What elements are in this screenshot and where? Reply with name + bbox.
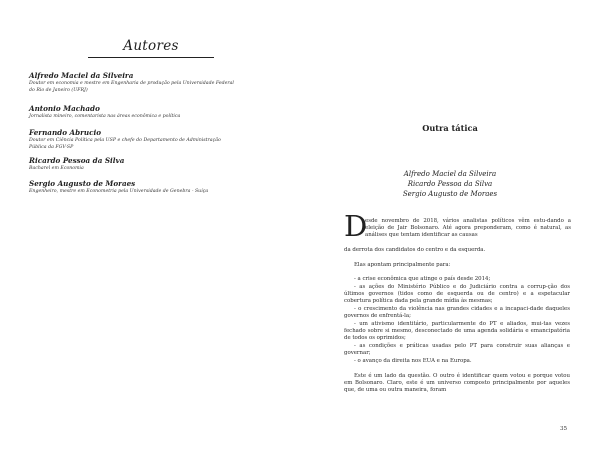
author-description: Pública da FGV-SP	[29, 145, 74, 150]
author-description: Jornalista mineiro, comentarista nas áreas econômica e política	[29, 114, 181, 119]
author-name: Alfredo Maciel da Silveira	[29, 71, 134, 80]
author-description: do Rio de Janeiro (UFRJ)	[29, 88, 88, 93]
author-entry	[29, 179, 269, 195]
author-entry	[29, 128, 269, 151]
author-name: Sergio Augusto de Moraes	[29, 179, 136, 188]
list-item: - o crescimento da violência nas grandes cidades e a incapaci-dade daqueles governos de enfrentá-la;	[344, 306, 570, 320]
paragraph-opening-end: da derrota dos candidatos do centro e da esquerda.	[344, 247, 486, 253]
author-name: Antonio Machado	[29, 104, 100, 113]
byline-author: Ricardo Pessoa da Silva	[407, 180, 493, 188]
author-description: Doutor em Ciência Política pela USP e chefe do Departamento de Administração	[29, 138, 221, 143]
title-underline	[88, 57, 214, 58]
list-item: - o avanço da direita nos EUA e na Europa.	[354, 358, 472, 364]
list-item: - as condições e práticas usadas pelo PT para construir suas alianças e governar;	[344, 343, 570, 357]
paragraph-opening: esde novembro de 2018, vários analistas políticos vêm estu-dando a eleição de Jair Bolsonaro. Até agora preponderam, como é natural, as análises que tentam identificar as causas	[365, 218, 571, 239]
author-description: Engenheiro, mestre em Econometria pela Universidade de Genebra - Suíça	[29, 189, 209, 194]
drop-cap: D	[344, 209, 368, 243]
paragraph: Este é um lado da questão. O outro é identificar quem votou e porque votou em Bolsonaro. Claro, este é um universo composto principalmente por aqueles que, de uma ou outra maneira, foram	[344, 373, 570, 394]
author-entry	[29, 104, 269, 120]
page-number: 35	[560, 426, 568, 432]
author-description: Doutor em economia e mestre em Engenharia de produção pela Universidade Federal	[29, 81, 234, 86]
autores-title: Autores	[123, 38, 179, 54]
author-entry	[29, 71, 269, 94]
list-item: - a crise econômica que atinge o país desde 2014;	[354, 276, 491, 282]
paragraph: Elas apontam principalmente para:	[354, 262, 451, 268]
author-entry	[29, 156, 269, 172]
author-description: Bacharel em Economia	[29, 166, 84, 171]
byline-author: Sergio Augusto de Moraes	[402, 190, 498, 198]
list-item: - as ações do Ministério Público e do Judiciário contra a corrup-ção dos últimos governos (tidos como de esquerda ou de centro) e a espetacular cobertura política dada pela grande mídia às mesmas;	[344, 284, 570, 305]
byline-author: Alfredo Maciel da Silveira	[403, 170, 497, 178]
article-title: Outra tática	[422, 123, 478, 133]
author-name: Ricardo Pessoa da Silva	[29, 156, 125, 165]
list-item: - um ativismo identitário, particularmente do PT e aliados, mui-tas vezes fechado sobre si mesmo, desconectado de uma agenda solidária e emancipatória de todos os oprimidos;	[344, 321, 570, 342]
author-name: Fernando Abrucio	[29, 128, 102, 137]
